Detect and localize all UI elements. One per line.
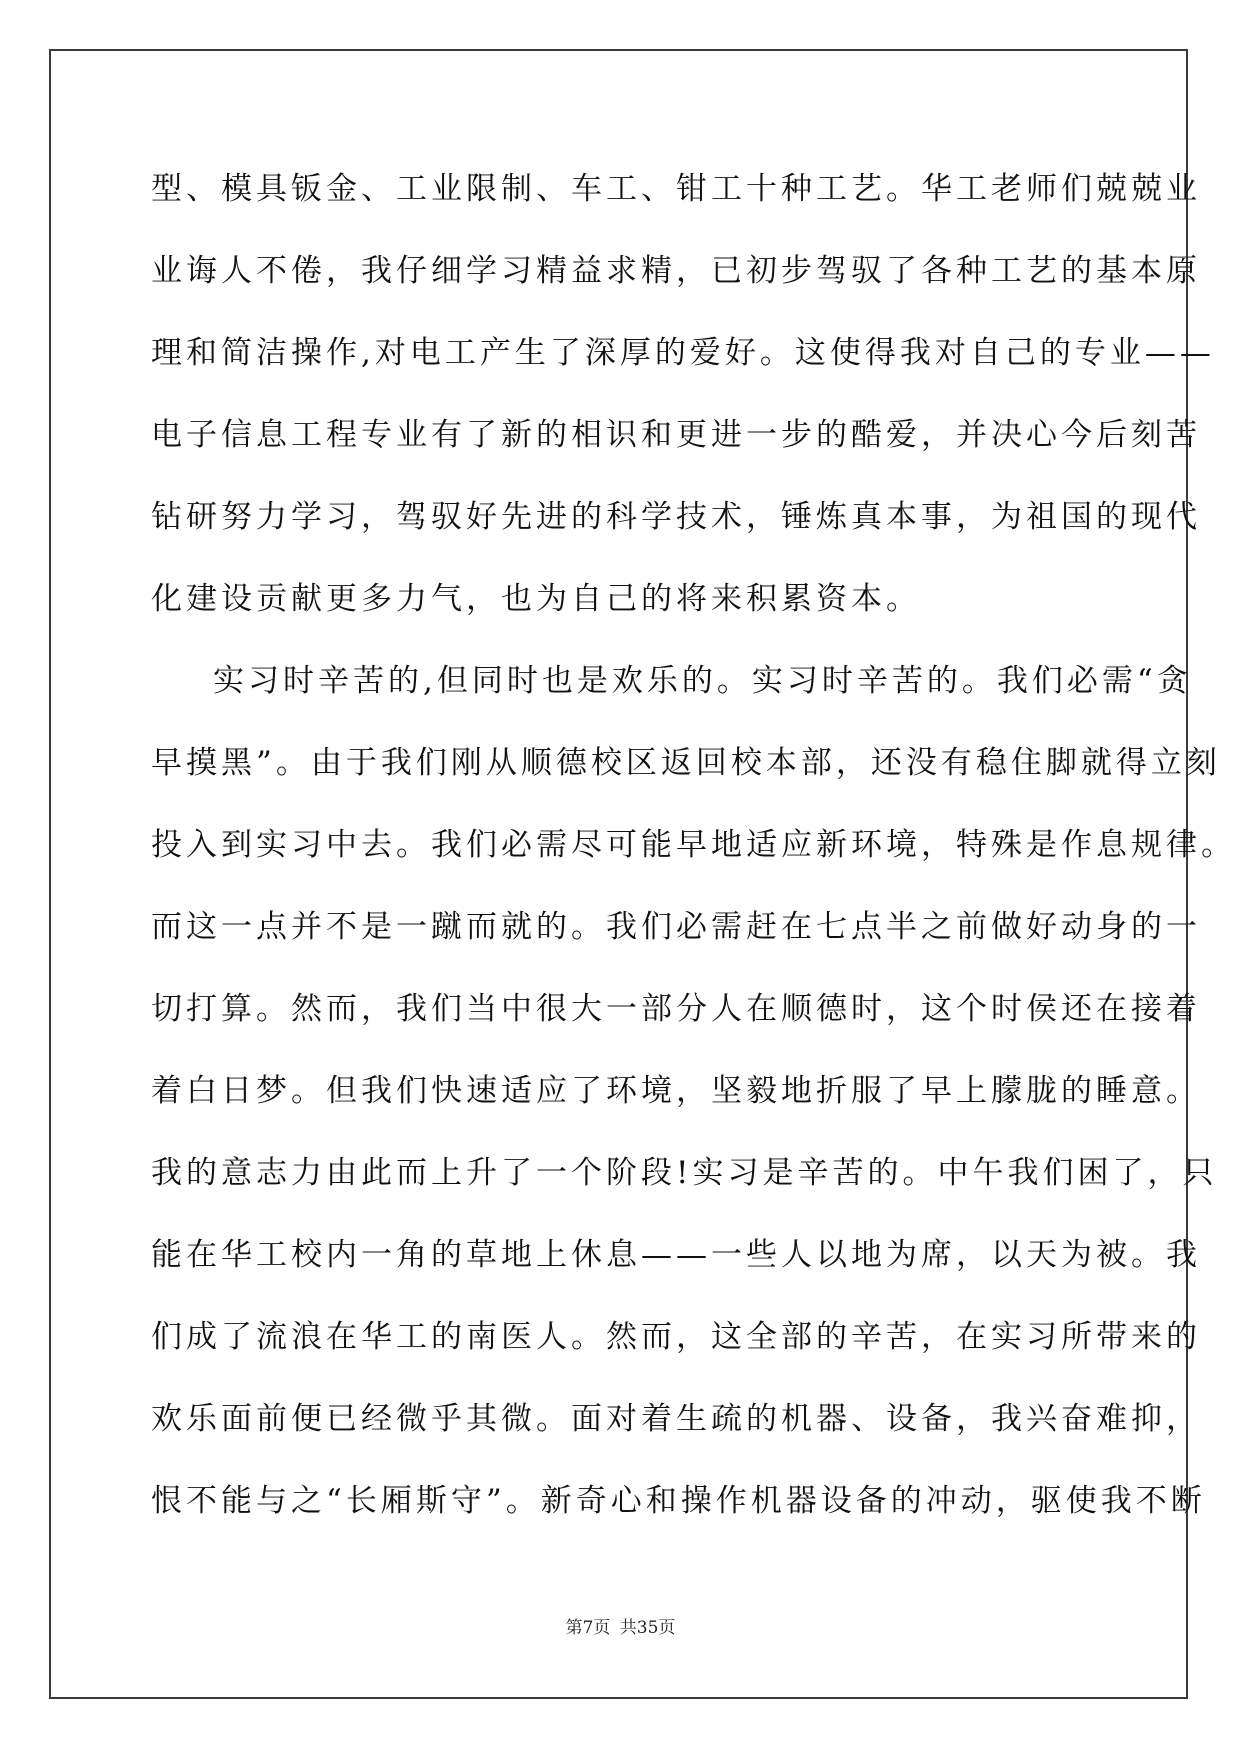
- text-line: 我的意志力由此而上升了一个阶段!实习是辛苦的。中午我们困了，只: [151, 1155, 1218, 1191]
- text-line: 欢乐面前便已经微乎其微。面对着生疏的机器、设备，我兴奋难抑，: [151, 1401, 1201, 1437]
- text-line: 电子信息工程专业有了新的相识和更进一步的酷爱，并决心今后刻苦: [151, 417, 1201, 453]
- text-line: 钻研努力学习，驾驭好先进的科学技术，锤炼真本事，为祖国的现代: [151, 499, 1201, 535]
- text-line: 型、模具钣金、工业限制、车工、钳工十种工艺。华工老师们兢兢业: [151, 171, 1201, 207]
- page-number: 第7页: [565, 1618, 611, 1638]
- text-line: 恨不能与之“长厢斯守”。新奇心和操作机器设备的冲动，驱使我不断: [151, 1483, 1206, 1519]
- text-line: 理和简洁操作,对电工产生了深厚的爱好。这使得我对自己的专业——: [151, 335, 1215, 371]
- text-line: 能在华工校内一角的草地上休息——一些人以地为席，以天为被。我: [151, 1237, 1201, 1273]
- text-line: 着白日梦。但我们快速适应了环境，坚毅地折服了早上朦胧的睡意。: [151, 1073, 1201, 1109]
- page-border: [49, 49, 1236, 1699]
- text-line: 而这一点并不是一蹴而就的。我们必需赶在七点半之前做好动身的一: [151, 909, 1201, 945]
- text-line: 化建设贡献更多力气，也为自己的将来积累资本。: [151, 581, 921, 617]
- text-line: 投入到实习中去。我们必需尽可能早地适应新环境，特殊是作息规律。: [151, 827, 1236, 863]
- text-line: 切打算。然而，我们当中很大一部分人在顺德时，这个时侯还在接着: [151, 991, 1201, 1027]
- total-pages: 共35页: [619, 1618, 676, 1638]
- text-line: 业诲人不倦，我仔细学习精益求精，已初步驾驭了各种工艺的基本原: [151, 253, 1201, 289]
- page-footer: [0, 1613, 1241, 1638]
- paragraph-first-line: 实习时辛苦的,但同时也是欢乐的。实习时辛苦的。我们必需“贪: [213, 663, 1192, 699]
- text-line: 们成了流浪在华工的南医人。然而，这全部的辛苦，在实习所带来的: [151, 1319, 1201, 1355]
- text-line: 早摸黑”。由于我们刚从顺德校区返回校本部，还没有稳住脚就得立刻: [151, 745, 1221, 781]
